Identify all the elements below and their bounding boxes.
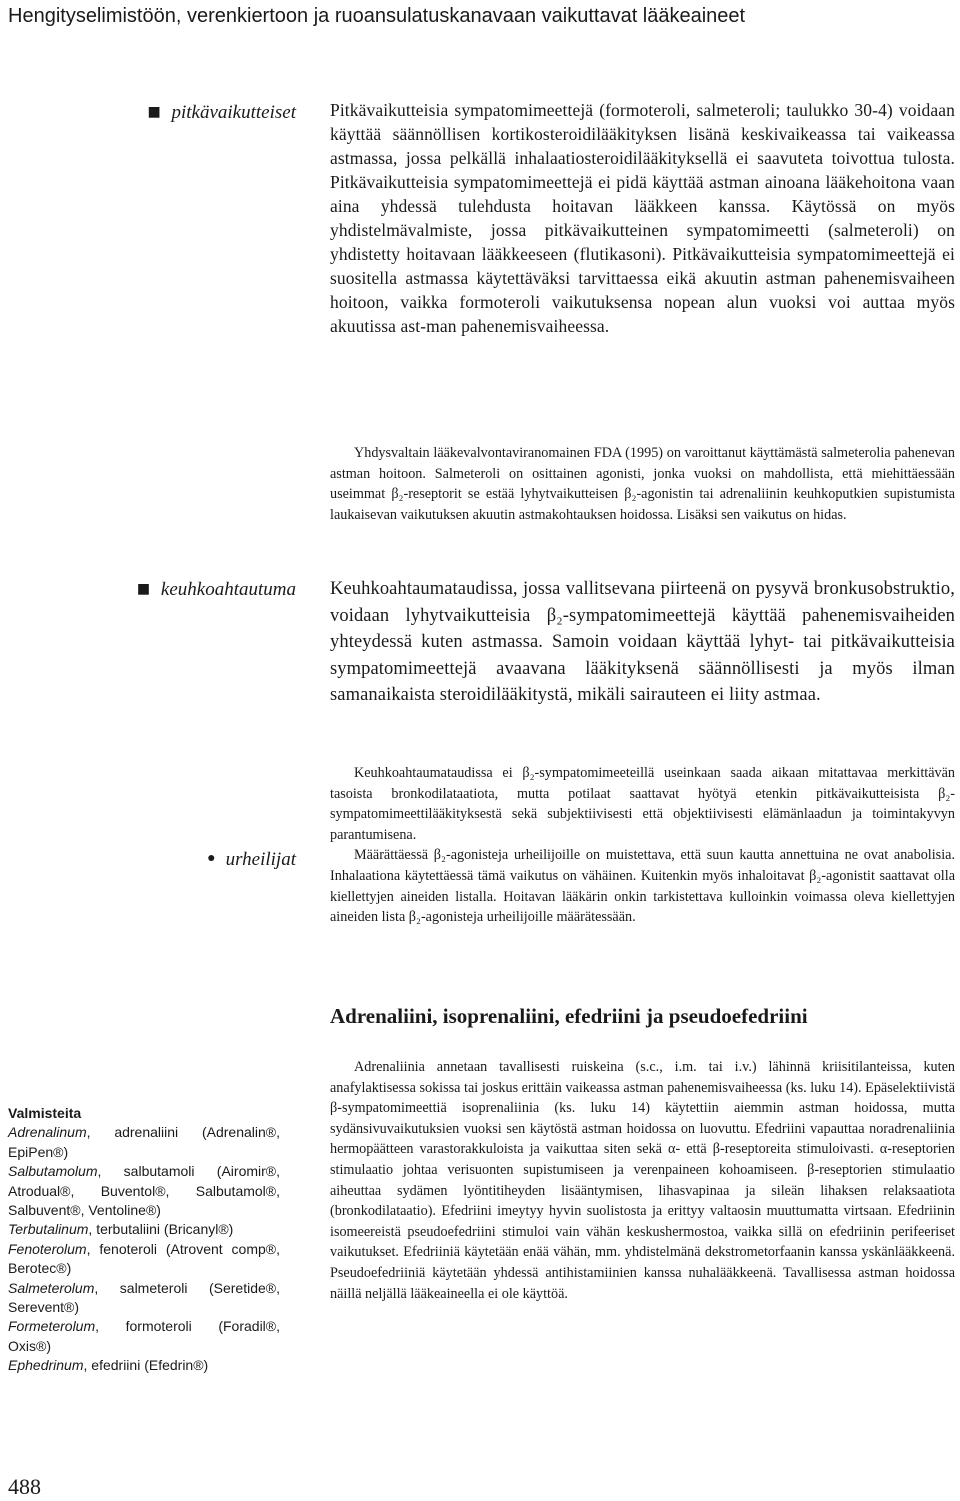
sidebar-entry: [8, 1123, 280, 1162]
sidebar-entry: [8, 1220, 280, 1239]
paragraph-adrenaline-text: Adrenaliinia annetaan tavallisesti ruiskeina (s.c., i.m. tai i.v.) lähinnä kriisitilanteissa, kuten anafylaktisessa sokissa tai joskus erittäin vaikeassa astman pahenemisvaiheessa (ks. luku 14). Epäselektiivistä β-sympatomimeettiä isoprenaliinia (ks. luku 14) käytettiin aiemmin astman hoidossa, mutta sydänsivuvaikutuksien vuoksi sen käytöstä astman hoidossa on luovuttu. Efedriini vapauttaa noradrenaliinia hermopäätteen varastorakkuloista ja vaikuttaa siten sekä α- että β-reseptoreita stimuloivasti. α-reseptorien stimulaatio johtaa verisuonten supistumiseen ja verenpaineen kohoamiseen. β-reseptorien stimulaatio aiheuttaa sydämen lyöntitiheyden lisääntymisen, lihasvapinaa ja sileän lihaksen relaksaatiota (bronkodilataatio). Efedriini imeytyy hyvin suolistosta ja erittyy valtaosin muuttumatta virtsaan. Efedriinin isomeereistä pseudoefedriini stimuloi vain vähän keskushermostoa, vaikka sillä on efedriinin perifeeriset vaikutukset. Efedriiniä käytetään enää vähän, mm. yhdistelmänä dekstrometorfaanin kanssa yskänlääkkeenä. Pseudoefedriiniä käytetään yhdessä antihistamiinien kanssa nuhalääkkeenä. Tavallisessa astman hoidossa näillä neljällä lääkeaineella ei ole käyttöä.: [330, 1059, 955, 1302]
entry-text: , terbutaliini (Bricanyl®): [88, 1221, 234, 1238]
sidebar-entry: [8, 1162, 280, 1220]
margin-term-athletes: [207, 847, 296, 872]
latin-name: Fenoterolum: [8, 1240, 87, 1257]
latin-name: Formeterolum: [8, 1318, 96, 1335]
sidebar-entry: [8, 1356, 280, 1375]
paragraph-long-acting: Pitkävaikutteisia sympatomimeettejä (formoteroli, salmeteroli; taulukko 30-4) voidaan käyttää säännöllisen kortikosteroidilääkityksen lisänä keskivaikeassa tai vaikeassa astmassa, jossa pelkällä inhalaatiosteroidilääkityksellä ei saavuteta toivottua tulosta. Pitkävaikutteisia sympatomimeettejä ei pidä käyttää astman ainoana lääkehoitona vaan aina yhdessä tulehdusta hoitavan lääkkeen kanssa. Käytössä on myös yhdistelmävalmiste, jossa pitkävaikutteinen sympatomimeetti (salmeteroli) on yhdistetty hoitavaan lääkkeeseen (flutikasoni). Pitkävaikutteisia sympatomimeettejä ei suositella astmassa käytettäväksi tarvittaessa eikä akuutin astman pahenemisvaiheen hoitoon, vaikka formoteroli vaikutuksensa nopean alun vuoksi voi auttaa myös akuutissa ast-man pahenemisvaiheessa.: [330, 100, 955, 336]
latin-name: Adrenalinum: [8, 1124, 87, 1141]
latin-name: Terbutalinum: [8, 1221, 89, 1238]
paragraph-copd: Keuhkoahtaumataudissa, jossa vallitsevana piirteenä on pysyvä bronkusobstruktio, voidaan lyhytvaikutteisia β₂-sympatomimeettejä käyttää pahenemisvaiheiden yhteydessä kuten astmassa. Samoin voidaan käyttää lyhyt- tai pitkävaikutteisia sympatomimeettejä avaavana lääkityksenä säännöllisesti ja myös ilman samanaikaista steroidilääkitystä, mikäli sairauteen ei liity astmaa.: [330, 579, 955, 705]
note-fda-text: Yhdysvaltain lääkevalvontaviranomainen FDA (1995) on varoittanut käyttämästä salmeterolia pahenevan astman hoitoon. Salmeteroli on osittainen agonisti, jonka vuoksi on mahdollista, että miehittäessään useimmat β₂-reseptorit se estää lyhytvaikutteisen β₂-agonistin tai adrenaliinin keuhkoputkien supistumista laukaisevan vaikutuksen akuutin astmakohtauksen hoidossa. Lisäksi sen vaikutus on hidas.: [330, 445, 955, 523]
note-fda: [330, 443, 955, 525]
page-number: 488: [8, 1474, 41, 1499]
paragraph-adrenaline: [330, 1057, 955, 1304]
note-copd-athletes: [330, 763, 955, 928]
entry-text: , salbutamoli (Airomir®, Atrodual®, Buventol®, Salbutamol®, Salbuvent®, Ventoline®): [8, 1163, 280, 1219]
dot-bullet-icon: ●: [207, 851, 216, 866]
entry-text: , formoteroli (Foradil®, Oxis®): [8, 1318, 280, 1354]
margin-term-copd: [137, 577, 296, 602]
latin-name: Salbutamolum: [8, 1163, 98, 1180]
sidebar-entry: [8, 1240, 280, 1279]
entry-text: , efedriini (Efedrin®): [83, 1357, 209, 1374]
margin-term-label: urheilijat: [225, 849, 296, 870]
entry-text: , adrenaliini (Adrenalin®, EpiPen®): [8, 1124, 280, 1160]
margin-term-label: pitkävaikutteiset: [171, 102, 296, 123]
note-athletes-text: Määrättäessä β₂-agonisteja urheilijoille on muistettava, että suun kautta annettuina ne ovat anabolisia. Inhalaationa käytettäessä tämä vaikutus on vähäinen. Kuitenkin myös inhaloitavat β₂-agonistit saattavat olla kiellettyjen aineiden listalla. Hoitavan lääkärin onkin tarkistettava kulloinkin voimassa oleva kiellettyjen aineiden lista β₂-agonisteja urheilijoille määrätessään.: [330, 847, 955, 926]
preparations-sidebar: [8, 1104, 280, 1376]
sidebar-title: Valmisteita: [8, 1105, 82, 1121]
latin-name: Salmeterolum: [8, 1279, 95, 1296]
note-copd-text: Keuhkoahtaumataudissa ei β₂-sympatomimeeteillä useinkaan saada aikaan mitattavaa merkittävän tasoista bronkodilataatiota, mutta potilaat saattavat hyötyä etenkin pitkävaikutteisista β₂-sympatomimeettilääkityksestä sekä subjektiivisesti että objektiivisesti elämänlaadun ja toimintakyvyn parantumisena.: [330, 765, 955, 843]
entry-text: , fenoteroli (Atrovent comp®, Berotec®): [8, 1240, 280, 1277]
running-head: Hengityselimistöön, verenkiertoon ja ruoansulatuskanavaan vaikuttavat lääkeaineet: [8, 5, 746, 27]
entry-text: , salmeteroli (Seretide®, Serevent®): [8, 1279, 280, 1316]
section-heading: Adrenaliini, isoprenaliini, efedriini ja pseudoefedriini: [330, 1004, 808, 1028]
square-bullet-icon: ■: [136, 581, 151, 597]
sidebar-entry: [8, 1279, 280, 1318]
margin-term-long-acting: [147, 100, 296, 125]
square-bullet-icon: ■: [147, 104, 161, 120]
latin-name: Ephedrinum: [8, 1357, 84, 1374]
sidebar-entry: [8, 1317, 280, 1356]
margin-term-label: keuhkoahtautuma: [160, 579, 296, 600]
